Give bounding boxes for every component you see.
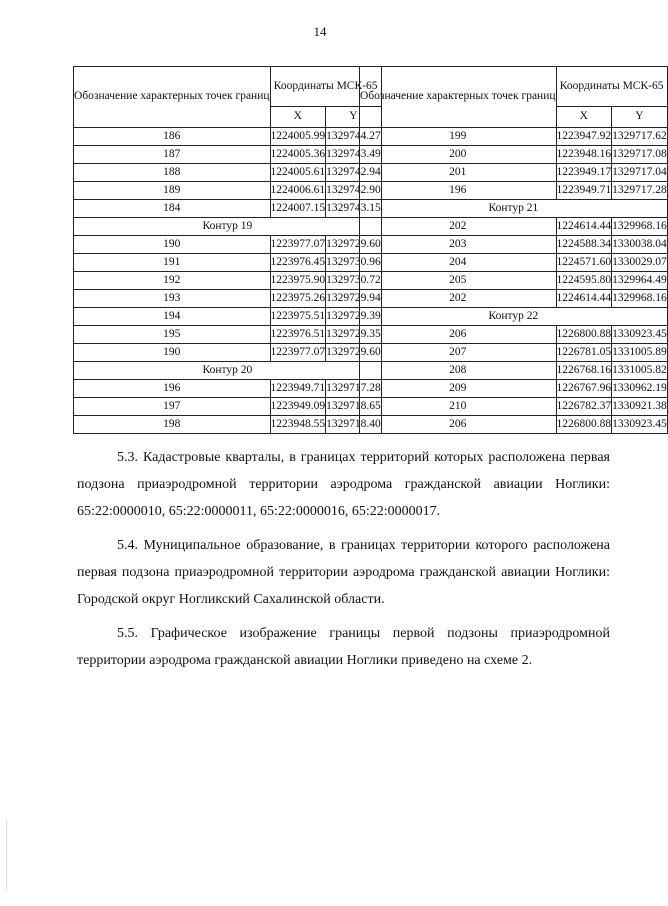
paragraph-5-4: 5.4. Муниципальное образование, в границах территории которого расположена первая подзона приаэродромной территории аэродрома гражданской авиации Ноглики: Городской округ Ногликский Сахалинской области. (77, 538, 610, 607)
point-id-cell: 192 (74, 272, 271, 290)
table-row (74, 380, 382, 398)
table-row (74, 416, 382, 434)
y-coordinate-cell: 1329729.60 (326, 344, 382, 362)
point-id-cell: 193 (74, 290, 271, 308)
point-id-cell: 191 (74, 254, 271, 272)
x-coordinate-cell: 1223947.92 (556, 128, 612, 146)
table-row (74, 146, 382, 164)
y-coordinate-cell: 1329730.72 (326, 272, 382, 290)
x-coordinate-cell: 1224595.80 (556, 272, 612, 290)
y-coordinate-cell: 1329718.65 (326, 398, 382, 416)
paragraph-5-5: 5.5. Графическое изображение границы первой подзоны приаэродромной территории аэродрома гражданской авиации Ноглики приведено на схеме 2. (77, 626, 610, 668)
point-id-cell: 202 (360, 290, 557, 308)
y-coordinate-cell: 1329729.39 (326, 308, 382, 326)
y-coordinate-cell: 1329717.62 (612, 128, 668, 146)
point-id-cell: 196 (74, 380, 271, 398)
contour-row (74, 218, 382, 236)
y-coordinate-cell: 1329744.27 (326, 128, 382, 146)
y-header: Y (326, 106, 382, 127)
point-label-header: Обозначение характерных точек границ (74, 67, 271, 128)
y-coordinate-cell: 1330921.38 (612, 398, 668, 416)
x-coordinate-cell: 1224571.60 (556, 254, 612, 272)
y-coordinate-cell: 1329964.49 (612, 272, 668, 290)
table-row (360, 362, 668, 380)
x-coordinate-cell: 1224006.61 (270, 182, 326, 200)
contour-label: Контур 21 (360, 200, 668, 218)
y-coordinate-cell: 1331005.89 (612, 344, 668, 362)
y-coordinate-cell: 1330923.45 (612, 326, 668, 344)
coordinates-table-right (359, 66, 668, 434)
point-id-cell: 189 (74, 182, 271, 200)
point-id-cell: 203 (360, 236, 557, 254)
table-row (74, 128, 382, 146)
x-coordinate-cell: 1226782.37 (556, 398, 612, 416)
point-id-cell: 200 (360, 146, 557, 164)
point-id-cell: 199 (360, 128, 557, 146)
point-id-cell: 186 (74, 128, 271, 146)
point-id-cell: 209 (360, 380, 557, 398)
point-id-cell: 194 (74, 308, 271, 326)
y-coordinate-cell: 1330923.45 (612, 416, 668, 434)
page-number: 14 (313, 24, 327, 39)
table-row (360, 146, 668, 164)
x-coordinate-cell: 1223977.07 (270, 236, 326, 254)
table-row (360, 398, 668, 416)
table-row (74, 254, 382, 272)
x-coordinate-cell: 1223949.17 (556, 164, 612, 182)
point-id-cell: 206 (360, 416, 557, 434)
point-id-cell: 208 (360, 362, 557, 380)
coords-header: Координаты МСК-65 (556, 67, 667, 107)
table-row (360, 416, 668, 434)
y-coordinate-cell: 1329968.16 (612, 218, 668, 236)
y-coordinate-cell: 1329729.35 (326, 326, 382, 344)
point-id-cell: 206 (360, 326, 557, 344)
table-row (360, 272, 668, 290)
table-row (360, 128, 668, 146)
x-coordinate-cell: 1223949.71 (270, 380, 326, 398)
point-id-cell: 187 (74, 146, 271, 164)
y-coordinate-cell: 1329717.04 (612, 164, 668, 182)
table-row (74, 344, 382, 362)
table-row (74, 290, 382, 308)
x-coordinate-cell: 1223976.51 (270, 326, 326, 344)
x-coordinate-cell: 1223977.07 (270, 344, 326, 362)
contour-row (360, 200, 668, 218)
y-coordinate-cell: 1329743.15 (326, 200, 382, 218)
point-id-cell: 207 (360, 344, 557, 362)
x-coordinate-cell: 1223975.51 (270, 308, 326, 326)
point-id-cell: 202 (360, 218, 557, 236)
y-coordinate-cell: 1330962.19 (612, 380, 668, 398)
point-id-cell: 190 (74, 236, 271, 254)
body-text (77, 444, 610, 681)
table-row (74, 398, 382, 416)
scan-margin-line (6, 820, 7, 890)
point-label-header: Обозначение характерных точек границ (360, 67, 557, 128)
table-row (360, 218, 668, 236)
contour-row (74, 362, 382, 380)
point-id-cell: 205 (360, 272, 557, 290)
x-coordinate-cell: 1224588.34 (556, 236, 612, 254)
y-coordinate-cell: 1329718.40 (326, 416, 382, 434)
x-coordinate-cell: 1223948.16 (556, 146, 612, 164)
y-coordinate-cell: 1329717.28 (612, 182, 668, 200)
point-id-cell: 196 (360, 182, 557, 200)
table-row (74, 272, 382, 290)
x-header: X (556, 106, 612, 127)
x-coordinate-cell: 1223949.09 (270, 398, 326, 416)
y-coordinate-cell: 1330038.04 (612, 236, 668, 254)
table-row (74, 326, 382, 344)
point-id-cell: 197 (74, 398, 271, 416)
table-row (360, 344, 668, 362)
table-row (360, 236, 668, 254)
y-coordinate-cell: 1329742.94 (326, 164, 382, 182)
x-coordinate-cell: 1223976.45 (270, 254, 326, 272)
y-coordinate-cell: 1329717.28 (326, 380, 382, 398)
y-coordinate-cell: 1329729.60 (326, 236, 382, 254)
x-header: X (270, 106, 326, 127)
y-coordinate-cell: 1329717.08 (612, 146, 668, 164)
table-row (360, 380, 668, 398)
y-coordinate-cell: 1329968.16 (612, 290, 668, 308)
x-coordinate-cell: 1224005.99 (270, 128, 326, 146)
x-coordinate-cell: 1223949.71 (556, 182, 612, 200)
x-coordinate-cell: 1226767.96 (556, 380, 612, 398)
point-id-cell: 184 (74, 200, 271, 218)
y-coordinate-cell: 1329729.94 (326, 290, 382, 308)
contour-row (360, 308, 668, 326)
y-coordinate-cell: 1329743.49 (326, 146, 382, 164)
point-id-cell: 195 (74, 326, 271, 344)
table-row (74, 308, 382, 326)
table-row (360, 326, 668, 344)
y-header: Y (612, 106, 668, 127)
x-coordinate-cell: 1224005.61 (270, 164, 326, 182)
table-row (74, 182, 382, 200)
x-coordinate-cell: 1224005.36 (270, 146, 326, 164)
x-coordinate-cell: 1226800.88 (556, 326, 612, 344)
table-row (74, 200, 382, 218)
x-coordinate-cell: 1224614.44 (556, 218, 612, 236)
x-coordinate-cell: 1226781.05 (556, 344, 612, 362)
point-id-cell: 198 (74, 416, 271, 434)
contour-label: Контур 22 (360, 308, 668, 326)
x-coordinate-cell: 1224007.15 (270, 200, 326, 218)
x-coordinate-cell: 1223975.26 (270, 290, 326, 308)
y-coordinate-cell: 1329742.90 (326, 182, 382, 200)
x-coordinate-cell: 1224614.44 (556, 290, 612, 308)
table-row (360, 254, 668, 272)
coordinates-table-left (73, 66, 382, 434)
table-row (360, 182, 668, 200)
x-coordinate-cell: 1226768.16 (556, 362, 612, 380)
table-row (360, 164, 668, 182)
x-coordinate-cell: 1223948.55 (270, 416, 326, 434)
table-row (74, 164, 382, 182)
point-id-cell: 210 (360, 398, 557, 416)
x-coordinate-cell: 1226800.88 (556, 416, 612, 434)
y-coordinate-cell: 1330029.07 (612, 254, 668, 272)
y-coordinate-cell: 1331005.82 (612, 362, 668, 380)
table-row (360, 290, 668, 308)
contour-label: Контур 19 (74, 218, 382, 236)
x-coordinate-cell: 1223975.90 (270, 272, 326, 290)
table-row (74, 236, 382, 254)
point-id-cell: 204 (360, 254, 557, 272)
point-id-cell: 201 (360, 164, 557, 182)
paragraph-5-3: 5.3. Кадастровые кварталы, в границах территорий которых расположена первая подзона приаэродромной территории аэродрома гражданской авиации Ноглики: 65:22:0000010, 65:22:0000011, 65:22:0000016, 65:22:0000017. (77, 450, 610, 519)
contour-label: Контур 20 (74, 362, 382, 380)
y-coordinate-cell: 1329730.96 (326, 254, 382, 272)
point-id-cell: 188 (74, 164, 271, 182)
point-id-cell: 190 (74, 344, 271, 362)
coords-header: Координаты МСК-65 (270, 67, 381, 107)
